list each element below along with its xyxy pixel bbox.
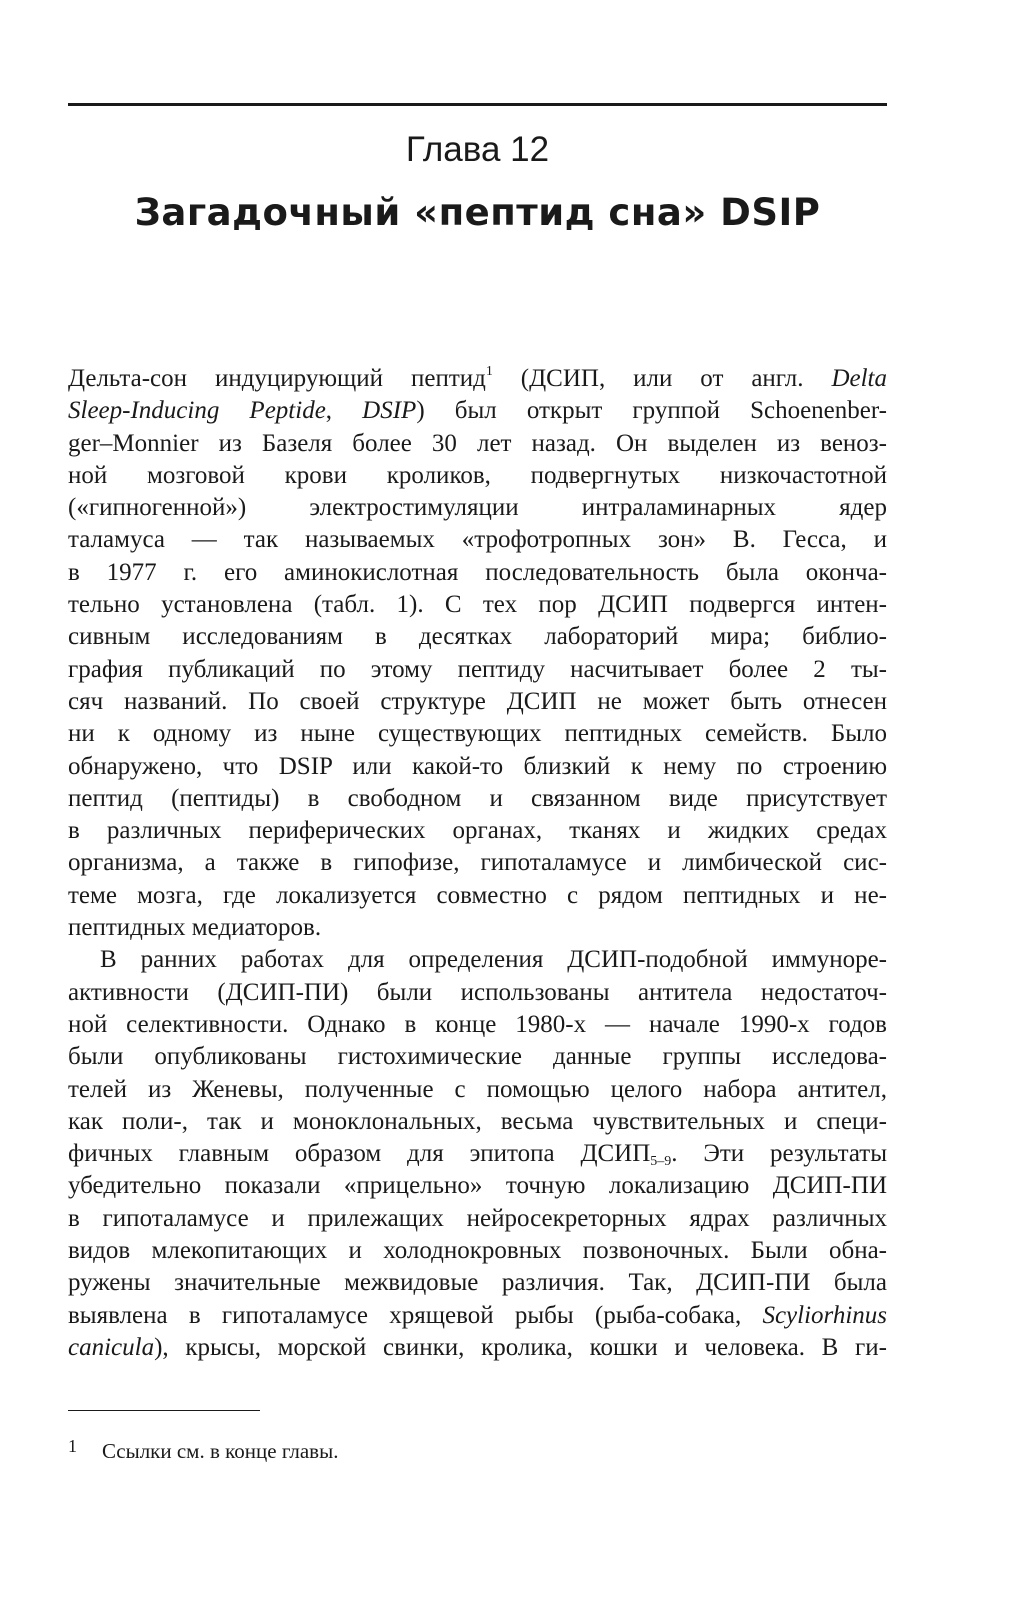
paragraph-2 [68, 944, 887, 1364]
chapter-number: Глава 12 [405, 130, 550, 169]
text-line: сяч названий. По своей структуре ДСИП не может быть отнесен [68, 687, 887, 715]
subscript: 5–9 [650, 1154, 672, 1170]
text-line: телей из Женевы, полученные с помощью целого набора антител, [68, 1075, 887, 1103]
text-line: убедительно показали «прицельно» точную локализацию ДСИП-ПИ [68, 1172, 887, 1200]
text-line: в 1977 г. его аминокислотная последовательность была оконча- [68, 558, 887, 586]
text-line: Sleep-Inducing Peptide, DSIP) был открыт группой Schoenenber- [68, 397, 887, 425]
text-line: в гипоталамусе и прилежащих нейросекреторных ядрах различных [68, 1204, 887, 1232]
text-line: пептидных медиаторов. [68, 914, 322, 942]
text-line: ger–Monnier из Базеля более 30 лет назад. Он выделен из веноз- [68, 429, 887, 457]
footnote-reference: 1 [485, 364, 493, 379]
text-line: canicula), крысы, морской свинки, кролика, кошки и человека. В ги- [68, 1333, 887, 1361]
text-line: графия публикаций по этому пептиду насчитывает более 2 ты- [68, 655, 887, 683]
text-line: как поли-, так и моноклональных, весьма чувствительных и специ- [68, 1107, 887, 1135]
text-line: обнаружено, что DSIP или какой-то близкий к нему по строению [68, 752, 887, 780]
text-line: Дельта-сон индуцирующий пептид$^1$ (ДСИП, или от англ. Delta [68, 364, 887, 392]
text-line: в различных периферических органах, тканях и жидких средах [68, 817, 887, 845]
text-line: сивным исследованиям в десятках лабораторий мира; библио- [68, 623, 887, 651]
text-line: ни к одному из ныне существующих пептидных семейств. Было [68, 720, 887, 748]
footnote-rule [68, 1410, 260, 1411]
footnote [68, 1432, 887, 1465]
text-line: теме мозга, где локализуется совместно с рядом пептидных и не- [68, 881, 887, 909]
footnote-text: Ссылки см. в конце главы. [102, 1439, 339, 1463]
text-line: В ранних работах для определения ДСИП-подобной иммуноре- [100, 946, 887, 974]
paragraph-1 [68, 363, 887, 944]
footnote-marker: 1 [68, 1436, 77, 1456]
chapter-title: Загадочный «пептид сна» DSIP [134, 191, 821, 234]
text-line: тельно установлена (табл. 1). С тех пор ДСИП подвергся интен- [68, 591, 887, 619]
text-line: фичных главным образом для эпитопа $ДСИП_{5-9}$. Эти результаты [68, 1140, 887, 1170]
text-line: ной селективности. Однако в конце 1980-х — начале 1990-х годов [68, 1010, 887, 1038]
text-line: ной мозговой крови кроликов, подвергнутых низкочастотной [68, 461, 887, 489]
text-line: выявлена в гипоталамусе хрящевой рыбы (рыба-собака, Scyliorhinus [68, 1301, 887, 1329]
body-text [68, 363, 887, 1364]
text-line: («гипногенной») электростимуляции интраламинарных ядер [68, 494, 887, 522]
header-rule [68, 103, 887, 106]
text-line: видов млекопитающих и холоднокровных позвоночных. Были обна- [68, 1237, 887, 1265]
text-line: активности (ДСИП-ПИ) были использованы антитела недостаточ- [68, 978, 887, 1006]
text-line: пептид (пептиды) в свободном и связанном виде присутствует [68, 784, 887, 812]
text-line: таламуса — так называемых «трофотропных зон» В. Гесса, и [68, 526, 887, 554]
text-line: организма, а также в гипофизе, гипоталамусе и лимбической сис- [68, 849, 887, 877]
text-line: ружены значительные межвидовые различия. Так, ДСИП-ПИ была [68, 1269, 887, 1297]
text-line: были опубликованы гистохимические данные группы исследова- [68, 1043, 887, 1071]
